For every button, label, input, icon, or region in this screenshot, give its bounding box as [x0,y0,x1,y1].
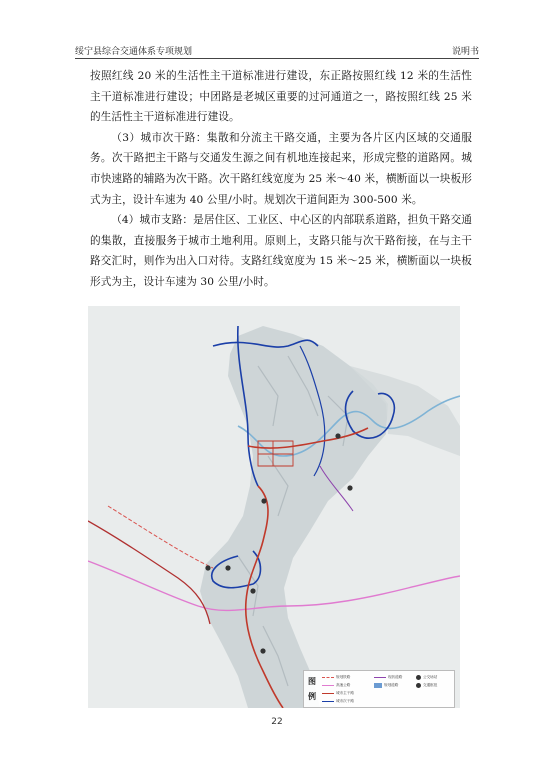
legend-item-secondary [322,698,354,705]
station-marker [250,588,255,593]
legend-label: 高速公路 [336,683,351,687]
map-drawing [88,306,460,708]
station-marker [205,565,210,570]
legend-item-existing-road [374,674,402,681]
page-number: 22 [271,717,283,727]
legend-item-arterial [322,690,354,697]
legend-swatch [322,685,334,686]
legend-swatch [322,693,334,694]
station-marker [225,565,230,570]
header-doc-type: 说明书 [451,47,479,57]
legend-swatch [374,677,386,678]
legend-item-bus-station [416,674,437,681]
station-marker [335,433,340,438]
road-network-map [88,306,460,708]
legend-item-planned-road [374,682,398,689]
legend-title: 图例 [308,677,316,701]
legend-item-planned-railway [322,674,350,681]
body-text [90,66,472,293]
legend-label: 公交场站 [423,675,438,679]
station-marker [261,498,266,503]
paragraph-arterial-end: 按照红线 20 米的生活性主干道标准进行建设，东正路按照红线 12 米的生活性主干道标准进行建设；中团路是老城区重要的过河通道之一，路按照红线 25 米的生活性主干道标准进行建设。 [90,70,472,124]
map-legend [303,670,455,708]
legend-label: 规划铁路 [336,675,351,679]
legend-swatch [374,683,382,688]
legend-swatch [322,701,334,702]
legend-item-hub [416,682,437,689]
legend-label: 城市次干路 [336,699,354,703]
legend-label: 规划道路 [384,683,399,687]
legend-swatch [416,675,421,680]
paragraph-secondary-road: （3）城市次干路：集散和分流主干路交通，主要为各片区内区域的交通服务。次干路把主干路与交通发生源之间有机地连接起来，形成完整的道路网。城市快速路的辅路为次干路。次干路红线宽度为 25 米～40 米，横断面以一块板形式为主，设计车速为 40 公里/小时。规划次干道间距为 300-500 米。 [90,131,472,206]
railway-line [88,521,210,624]
header-rule [75,58,479,59]
legend-label: 城市主干路 [336,691,354,695]
paragraph-branch-road: （4）城市支路：是居住区、工业区、中心区的内部联系道路，担负干路交通的集散，直接服务于城市土地利用。原则上，支路只能与次干路衔接，在与主干路交汇时，则作为出入口对待。支路红线宽度为 15 米～25 米，横断面以一块板形式为主，设计车速为 30 公里/小时。 [90,214,472,288]
station-marker [260,648,265,653]
legend-label: 交通枢纽 [423,683,438,687]
legend-swatch [322,677,334,678]
header-title: 绥宁县综合交通体系专项规划 [75,47,193,57]
legend-swatch [416,683,421,688]
legend-label: 现状道路 [388,675,403,679]
terrain-band [200,326,388,708]
planned-railway-line [108,506,213,568]
station-marker [347,485,352,490]
page-header [75,44,479,58]
legend-item-highway [322,682,350,689]
